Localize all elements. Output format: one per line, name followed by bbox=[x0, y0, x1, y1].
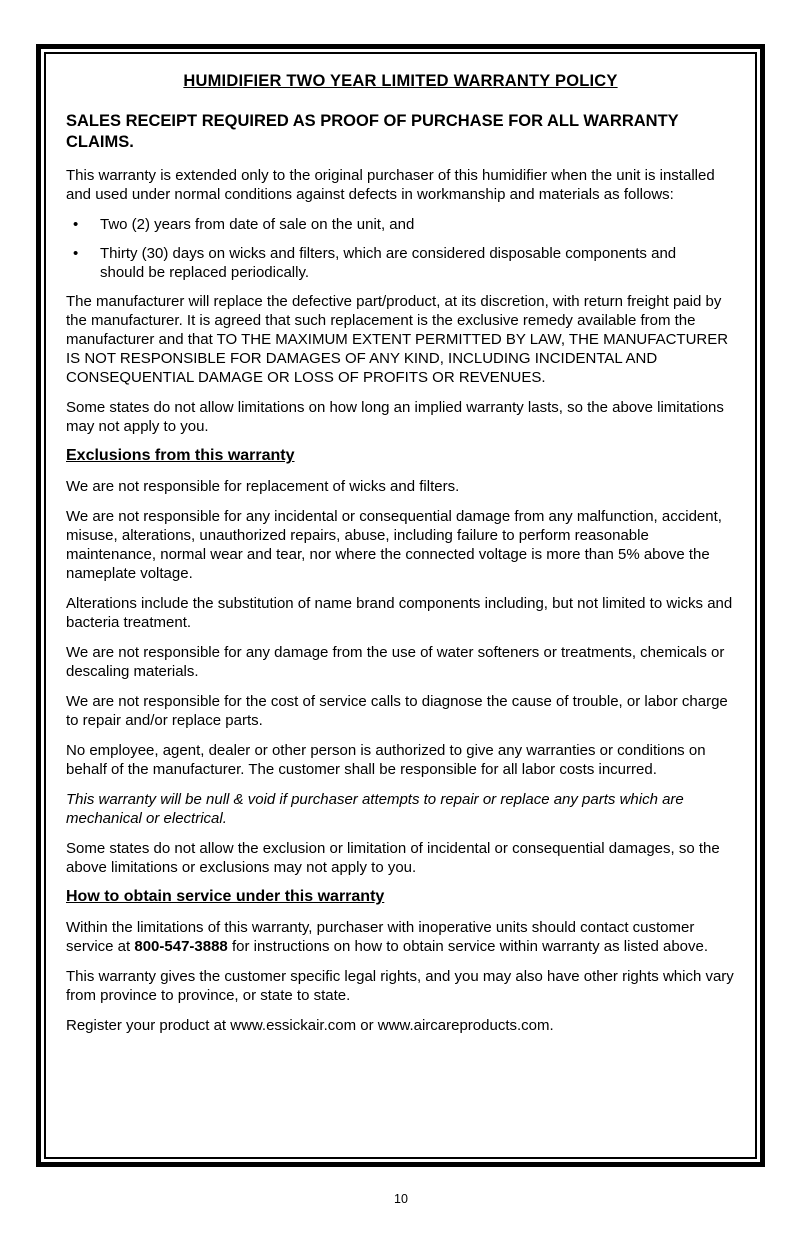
page-title bbox=[66, 72, 735, 91]
exclusion-paragraph-wicks: We are not responsible for replacement of wicks and filters. bbox=[66, 478, 460, 495]
exclusions-heading bbox=[66, 447, 735, 465]
service-heading-text: How to obtain service under this warranty bbox=[66, 888, 385, 905]
bullet-text-years: Two (2) years from date of sale on the unit, and bbox=[100, 216, 415, 233]
bullet-icon: • bbox=[73, 216, 79, 233]
phone-number: 800-547-3888 bbox=[134, 938, 228, 955]
exclusions-heading-text: Exclusions from this warranty bbox=[66, 447, 295, 464]
exclusion-paragraph-alterations: Alterations include the substitution of name brand components including, but not limited to wicks and bacteria treatment. bbox=[66, 595, 733, 631]
warranty-border-box bbox=[36, 44, 765, 1167]
bullet-item-years bbox=[66, 215, 735, 234]
receipt-notice: SALES RECEIPT REQUIRED AS PROOF OF PURCHASE FOR ALL WARRANTY CLAIMS. bbox=[66, 112, 679, 151]
bullet-text-wicks: Thirty (30) days on wicks and filters, which are considered disposable components and should be replaced periodically. bbox=[100, 245, 677, 281]
legal-rights-paragraph: This warranty gives the customer specific legal rights, and you may also have other rights which vary from province to province, or state to state. bbox=[66, 968, 734, 1004]
intro-paragraph: This warranty is extended only to the original purchaser of this humidifier when the unit is installed and used under normal conditions against defects in workmanship and materials as follows: bbox=[66, 167, 715, 203]
exclusion-paragraph-softeners: We are not responsible for any damage from the use of water softeners or treatments, chemicals or descaling materials. bbox=[66, 644, 725, 680]
service-text-before-phone: Within the limitations of this warranty, purchaser with inoperative units should contact customer service at bbox=[66, 919, 695, 955]
bullet-list bbox=[66, 215, 735, 282]
bullet-icon: • bbox=[73, 245, 79, 262]
register-paragraph: Register your product at www.essickair.com or www.aircareproducts.com. bbox=[66, 1017, 554, 1034]
null-void-notice: This warranty will be null & void if purchaser attempts to repair or replace any parts which are mechanical or electrical. bbox=[66, 791, 684, 827]
warranty-content bbox=[44, 52, 757, 1159]
exclusion-limitation-note: Some states do not allow the exclusion or limitation of incidental or consequential damages, so the above limitations or exclusions may not apply to you. bbox=[66, 840, 720, 876]
replacement-paragraph: The manufacturer will replace the defective part/product, at its discretion, with return freight paid by the manufacturer. It is agreed that such replacement is the exclusive remedy available from the manufacturer and that TO THE MAXIMUM EXTENT PERMITTED BY LAW, THE MANUFACTURER IS NOT RESPONSIBLE FOR DAMAGES OF ANY KIND, INCLUDING INCIDENTAL AND CONSEQUENTIAL DAMAGE OR LOSS OF PROFITS OR REVENUES. bbox=[66, 293, 729, 386]
implied-warranty-note: Some states do not allow limitations on how long an implied warranty lasts, so the above limitations may not apply to you. bbox=[66, 399, 724, 435]
service-heading bbox=[66, 888, 735, 906]
exclusion-paragraph-no-agent: No employee, agent, dealer or other person is authorized to give any warranties or conditions on behalf of the manufacturer. The customer shall be responsible for all labor costs incurred. bbox=[66, 742, 706, 778]
service-text-after-phone: for instructions on how to obtain service within warranty as listed above. bbox=[227, 938, 709, 955]
page-title-text: HUMIDIFIER TWO YEAR LIMITED WARRANTY POLICY bbox=[183, 72, 618, 90]
exclusion-paragraph-service-calls: We are not responsible for the cost of service calls to diagnose the cause of trouble, or labor charge to repair and/or replace parts. bbox=[66, 693, 728, 729]
exclusion-paragraph-incidental: We are not responsible for any incidental or consequential damage from any malfunction, accident, misuse, alterations, unauthorized repairs, abuse, including failure to perform reasonable maintenance, normal wear and tear, nor where the connected voltage is more than 5% above the nameplate voltage. bbox=[66, 508, 722, 582]
bullet-item-wicks bbox=[66, 244, 735, 282]
service-paragraph bbox=[66, 918, 735, 956]
page-number: 10 bbox=[394, 1192, 408, 1206]
